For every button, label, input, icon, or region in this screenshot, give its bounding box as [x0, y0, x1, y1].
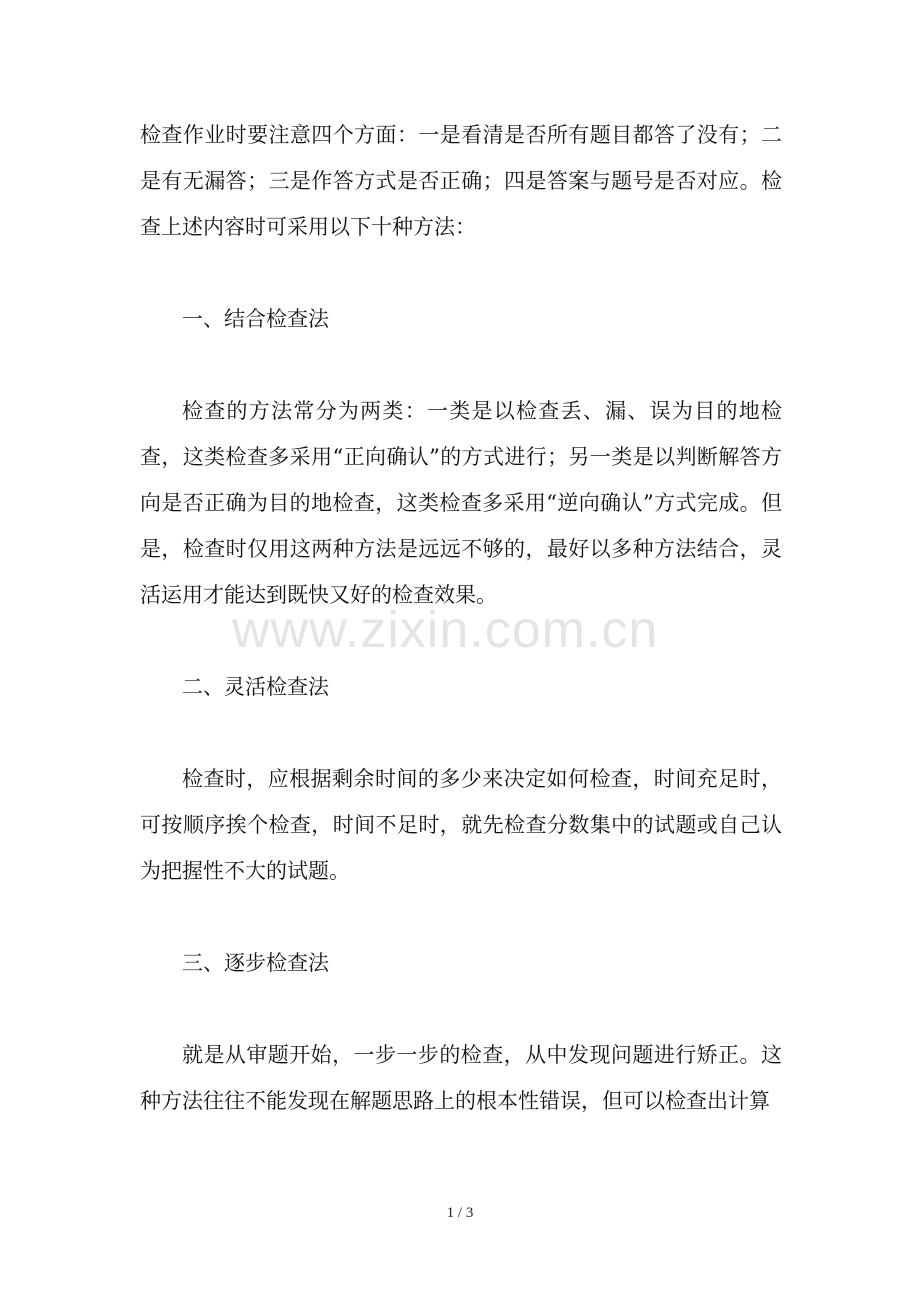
- spacer: [140, 342, 782, 388]
- section-heading-1: 一、结合检查法: [182, 307, 329, 331]
- page-indicator: 1 / 3: [446, 1205, 474, 1221]
- spacer: [140, 710, 782, 756]
- intro-paragraph: 检查作业时要注意四个方面：一是看清是否所有题目都答了没有；二是有无漏答；三是作答方式是否正确；四是答案与题号是否对应。检查上述内容时可采用以下十种方法：: [140, 123, 782, 239]
- section-body-2: 检查时，应根据剩余时间的多少来决定如何检查，时间充足时，可按顺序挨个检查，时间不足时，就先检查分数集中的试题或自己认为把握性不大的试题。: [140, 767, 782, 883]
- document-body: [140, 112, 782, 1124]
- watermark: www.zixin.com.cn: [232, 601, 659, 659]
- section-heading-3: 三、逐步检查法: [182, 951, 329, 975]
- section-body-3: 就是从审题开始，一步一步的检查，从中发现问题进行矫正。这种方法往往不能发现在解题思路上的根本性错误，但可以检查出计算: [140, 1043, 782, 1113]
- spacer: [140, 894, 782, 940]
- spacer: [140, 986, 782, 1032]
- spacer: [140, 618, 782, 664]
- spacer: [140, 250, 782, 296]
- section-heading-2: 二、灵活检查法: [182, 675, 329, 699]
- section-body-1: 检查的方法常分为两类：一类是以检查丢、漏、误为目的地检查，这类检查多采用“正向确认”的方式进行；另一类是以判断解答方向是否正确为目的地检查，这类检查多采用“逆向确认”方式完成。但是，检查时仅用这两种方法是远远不够的，最好以多种方法结合，灵活运用才能达到既快又好的检查效果。: [140, 399, 782, 607]
